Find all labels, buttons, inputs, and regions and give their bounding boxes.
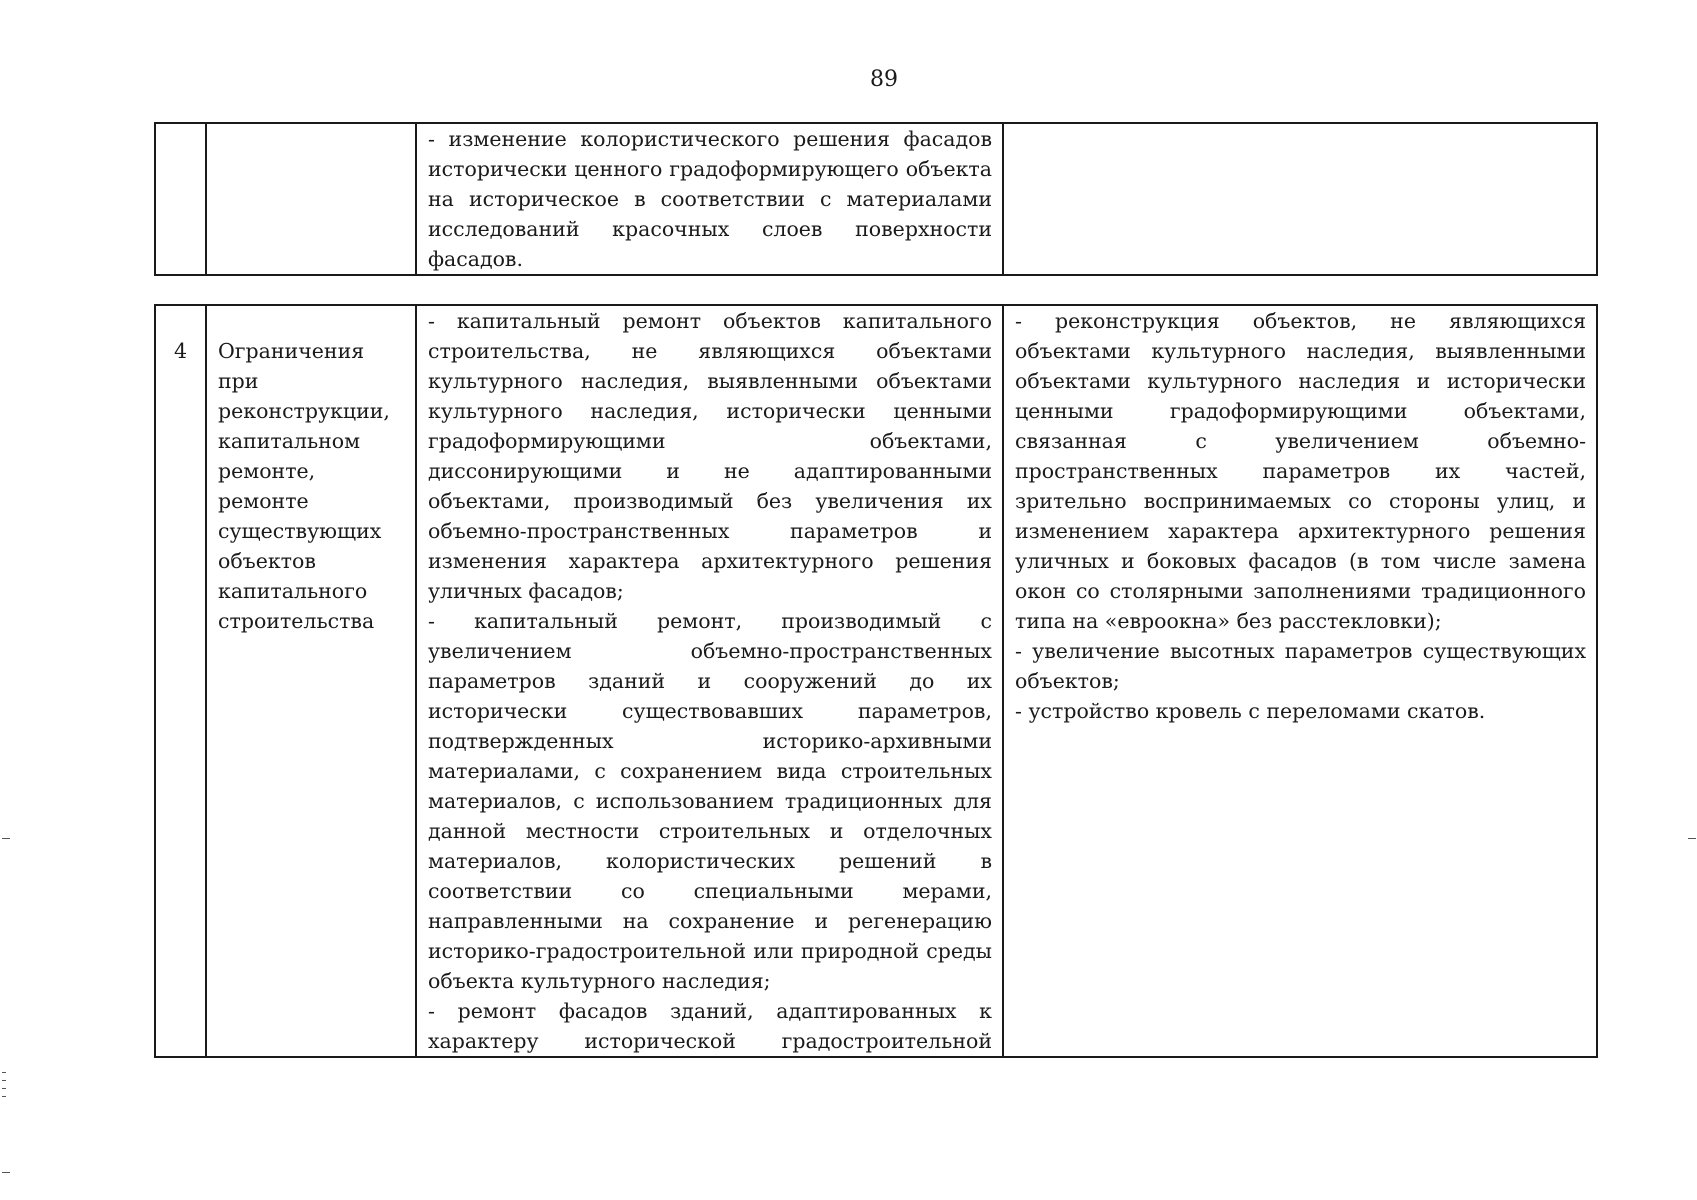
row-number-cell	[155, 123, 206, 275]
forbidden-item: - реконструкция объектов, не являющихся объектами культурного наследия, выявленными объектами культурного наследия и исторически ценными градоформирующими объектами, связанная с увеличением объемно-пространственных параметров их частей, зрительно воспринимаемых со стороны улиц, и изменением характера архитектурного решения уличных и боковых фасадов (в том числе замена окон со столярными заполнениями традиционного типа на «евроокна» без расстекловки);	[1015, 309, 1586, 633]
allowed-item: - изменение колористического решения фасадов исторически ценного градоформирующего объекта на историческое в соответствии с материалами исследований красочных слоев поверхности фасадов.	[428, 127, 992, 271]
regulations-table-continuation	[154, 122, 1598, 276]
scan-margin-mark	[2, 838, 10, 839]
restriction-name-cell: Ограничения при реконструкции, капитальном ремонте, ремонте существующих объектов капитального строительства	[206, 305, 416, 1057]
scan-margin-mark	[2, 1072, 6, 1073]
scan-margin-mark	[2, 1172, 10, 1173]
allowed-item: - ремонт фасадов зданий, адаптированных к характеру исторической градостроительной	[428, 999, 992, 1053]
table-row	[155, 123, 1597, 275]
allowed-item: - капитальный ремонт объектов капитального строительства, не являющихся объектами культурного наследия, выявленными объектами культурного наследия, исторически ценными градоформирующими объектами, диссонирующими и не адаптированными объектами, производимый без увеличения их объемно-пространственных параметров и изменения характера архитектурного решения уличных фасадов;	[428, 309, 992, 603]
regulations-table	[154, 304, 1598, 1058]
forbidden-item: - устройство кровель с переломами скатов.	[1015, 699, 1486, 723]
scan-margin-mark	[2, 1080, 6, 1081]
allowed-works-cell	[416, 123, 1003, 275]
forbidden-works-cell	[1003, 123, 1597, 275]
allowed-works-cell	[416, 305, 1003, 1057]
scan-margin-mark	[2, 1088, 6, 1089]
row-number-cell: 4	[155, 305, 206, 1057]
scan-margin-mark	[1688, 838, 1696, 839]
page-number: 89	[870, 67, 898, 92]
allowed-item: - капитальный ремонт, производимый с увеличением объемно-пространственных параметров зданий и сооружений до их исторически существовавших параметров, подтвержденных историко-архивными материалами, с сохранением вида строительных материалов, с использованием традиционных для данной местности строительных и отделочных материалов, колористических решений в соответствии со специальными мерами, направленными на сохранение и регенерацию историко-градостроительной или природной среды объекта культурного наследия;	[428, 609, 992, 993]
scan-margin-mark	[2, 1096, 6, 1097]
restriction-name-cell	[206, 123, 416, 275]
forbidden-item: - увеличение высотных параметров существующих объектов;	[1015, 639, 1586, 693]
table-row	[155, 305, 1597, 1057]
forbidden-works-cell	[1003, 305, 1597, 1057]
